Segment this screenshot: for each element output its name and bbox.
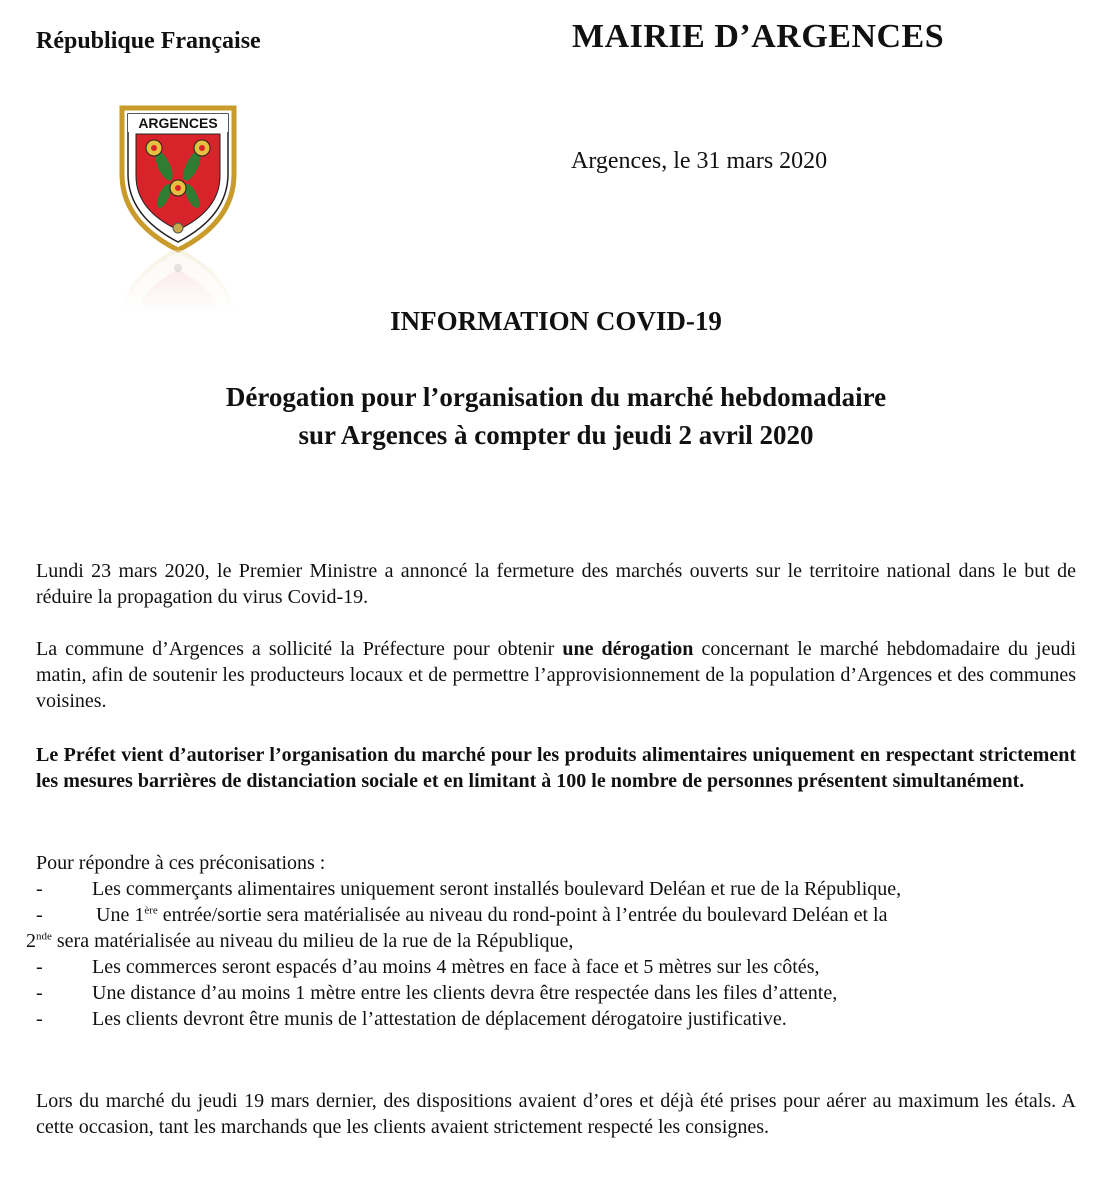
list-item-text: Les clients devront être munis de l’attestation de déplacement dérogatoire justificative. xyxy=(92,1008,787,1030)
document-date: Argences, le 31 mars 2020 xyxy=(571,148,828,174)
paragraph-prefect-authorization xyxy=(36,742,1076,794)
list-dash: - xyxy=(36,982,43,1004)
document-subtitle xyxy=(0,378,1098,454)
list-item-text-part: Une 1 xyxy=(96,904,145,926)
list-dash: - xyxy=(36,956,43,978)
list-item-text-part: 2 xyxy=(26,930,36,952)
list-dash: - xyxy=(36,878,43,900)
list-item-text-part: sera matérialisée au niveau du milieu de la rue de la République, xyxy=(51,930,574,952)
superscript-first: ère xyxy=(144,904,158,917)
paragraph-request xyxy=(36,636,1076,714)
list-item-continuation xyxy=(26,928,1076,954)
list-item-text: Une distance d’au moins 1 mètre entre les clients devra être respectée dans les files d’attente, xyxy=(92,982,838,1004)
subtitle-line-2: sur Argences à compter du jeudi 2 avril 2020 xyxy=(298,420,814,450)
paragraph-request-end: concernant le marché hebdomadaire du jeudi matin, afin de soutenir les producteurs locaux et de permettre l’approvisionnement de la population d’Argences et des communes voisines. xyxy=(36,638,1076,712)
measures-intro: Pour répondre à ces préconisations : xyxy=(36,852,326,874)
argences-coat-of-arms-logo xyxy=(118,104,240,314)
list-dash: - xyxy=(36,1008,43,1030)
paragraph-announcement xyxy=(36,558,1076,610)
document-title: INFORMATION COVID-19 xyxy=(390,306,722,336)
list-item xyxy=(36,980,1076,1006)
svg-text:ARGENCES: ARGENCES xyxy=(138,115,218,131)
superscript-second: nde xyxy=(36,930,52,943)
measures-section xyxy=(26,850,1076,1032)
republique-francaise: République Française xyxy=(36,28,261,54)
subtitle-line-1: Dérogation pour l’organisation du marché hebdomadaire xyxy=(225,382,887,412)
paragraph-request-text xyxy=(36,636,1076,714)
paragraph-previous-market xyxy=(36,1088,1076,1140)
list-item-text: Les commerces seront espacés d’au moins 4 mètres en face à face et 5 mètres sur les côtés, xyxy=(92,956,820,978)
list-item xyxy=(36,902,1076,928)
list-dash: - xyxy=(36,904,43,926)
paragraph-prefect-text: Le Préfet vient d’autoriser l’organisation du marché pour les produits alimentaires uniquement en respectant strictement les mesures barrières de distanciation sociale et en limitant à 100 le nombre de personnes présentent simultanément. xyxy=(36,744,1076,792)
paragraph-request-bold: une dérogation xyxy=(562,638,694,660)
paragraph-previous-market-text: Lors du marché du jeudi 19 mars dernier, des dispositions avaient d’ores et déjà été prises pour aérer au maximum les étals. A cette occasion, tant les marchands que les clients avaient strictement respecté les consignes. xyxy=(36,1090,1076,1138)
list-item-text-part: entrée/sortie sera matérialisée au niveau du rond-point à l’entrée du boulevard Deléan et la xyxy=(157,904,888,926)
list-item xyxy=(36,876,1076,902)
paragraph-announcement-text: Lundi 23 mars 2020, le Premier Ministre a annoncé la fermeture des marchés ouverts sur le territoire national dans le but de réduire la propagation du virus Covid-19. xyxy=(36,560,1076,608)
list-item xyxy=(36,954,1076,980)
list-item-text: Les commerçants alimentaires uniquement seront installés boulevard Deléan et rue de la République, xyxy=(92,878,902,900)
mairie-title: MAIRIE D’ARGENCES xyxy=(572,18,945,55)
paragraph-request-start: La commune d’Argences a sollicité la Préfecture pour obtenir xyxy=(36,638,563,660)
list-item xyxy=(36,1006,1076,1032)
